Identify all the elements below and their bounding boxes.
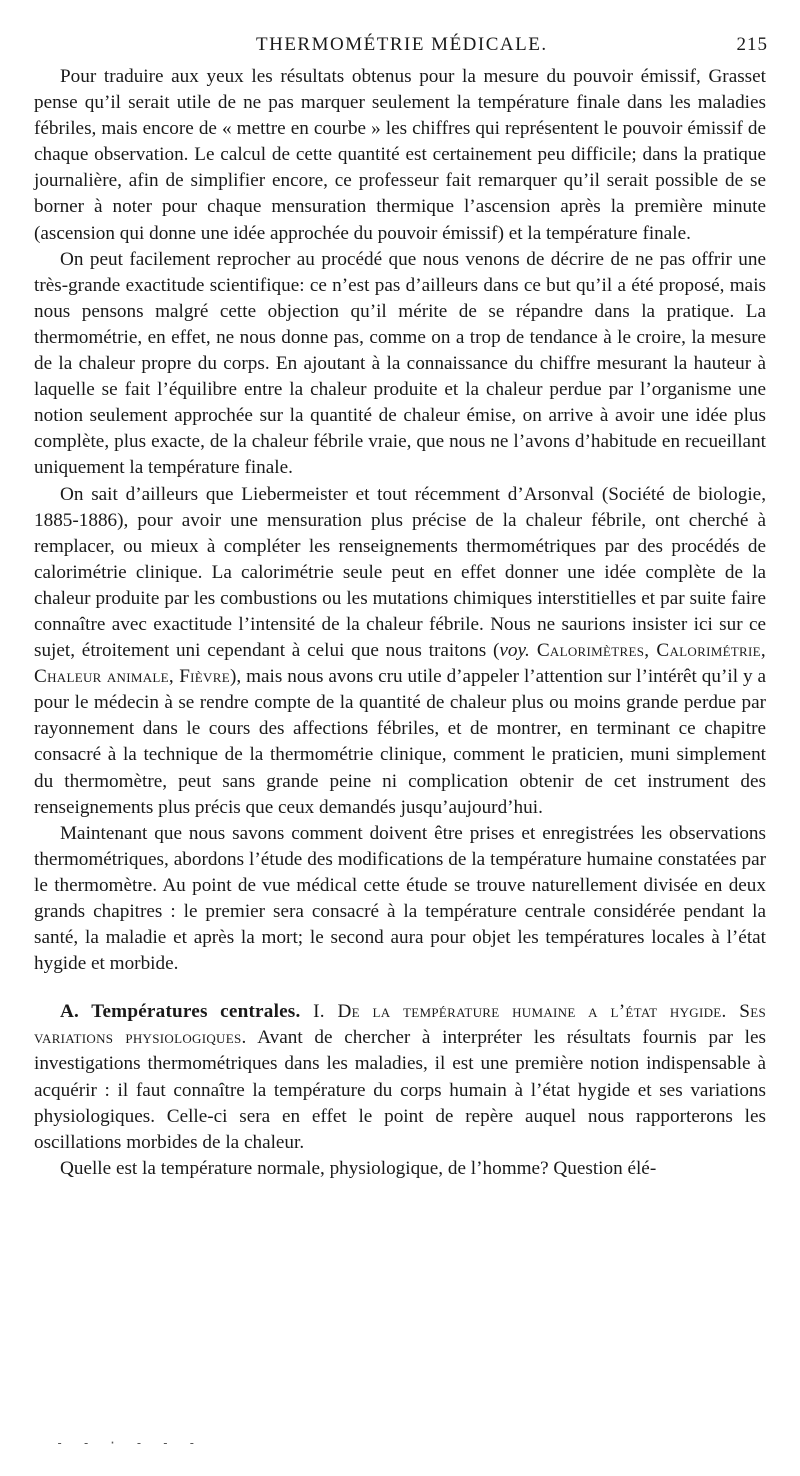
section-subheading: I. De la température humaine a l’état hygide. Ses variations physiologiques. bbox=[34, 1001, 766, 1049]
footer-marks: - - · - - - bbox=[56, 1436, 202, 1450]
cross-references: Calorimètres, Calorimétrie, Chaleur animale, Fièvre bbox=[34, 640, 766, 688]
paragraph-calorimetrie bbox=[34, 482, 766, 821]
section-text: Avant de chercher à interpréter les résultats fournis par les investigations thermométriques dans les maladies, il est une première notion indispensable à acquérir : il faut connaître la température du corps humain à l’état hygide et ses variations physiologiques. Celle-ci sera en effet le point de repère auquel nous rapporterons les oscillations morbides de la chaleur. bbox=[34, 1027, 766, 1153]
section-label: A. Températures centrales. bbox=[60, 1001, 301, 1023]
section-temperatures-centrales bbox=[34, 999, 766, 1156]
paragraph-calorimetrie-end: ), mais nous avons cru utile d’appeler l’attention sur l’intérêt qu’il y a pour le médecin à se rendre compte de la quantité de chaleur plus ou moins grande perdue par rayonnement dans le cours des affections fébriles, et de montrer, en terminant ce chapitre consacré à la technique de la thermométrie clinique, comment le praticien, muni simplement du thermomètre, peut sans grande peine ni complication obtenir de cet instrument des renseignements plus précis que ceux demandés jusqu’aujourd’hui. bbox=[34, 666, 766, 818]
running-head bbox=[56, 34, 768, 58]
paragraph-objection: On peut facilement reprocher au procédé que nous venons de décrire de ne pas offrir une très-grande exactitude scientifique: ce n’est pas d’ailleurs dans ce but qu’il a été proposé, mais nous pensons malgré cette objection qu’il mérite de se répandre dans la pratique. La thermométrie, en effet, ne nous donne pas, comme on a trop de tendance à le croire, la mesure de la chaleur propre du corps. En ajoutant à la connaissance du chiffre mesurant la hauteur à laquelle se fait l’équilibre entre la chaleur produite et la chaleur perdue par l’organisme une notion seulement approchée sur la quantité de chaleur émise, on arrive à avoir une idée plus complète, plus exacte, de la chaleur fébrile vraie, que nous ne l’avons d’habitude en recueillant uniquement la température finale. bbox=[34, 248, 766, 479]
paragraph-grasset: Pour traduire aux yeux les résultats obtenus pour la mesure du pouvoir émissif, Grasset pense qu’il serait utile de ne pas marquer seulement la température finale dans les maladies fébriles, mais encore de « mettre en courbe » les chiffres qui représentent le pouvoir émissif de chaque observation. Le calcul de cette quantité est certainement peu difficile; dans la pratique journalière, afin de simplifier encore, ce professeur fait remarquer qu’il serait possible de se borner à noter pour chaque mensuration thermique l’ascension après la première minute (ascension qui donne une idée approchée du pouvoir émissif) et la température finale. bbox=[34, 66, 766, 244]
voy-abbreviation: voy. bbox=[499, 640, 530, 662]
paragraph-calorimetrie-start: On sait d’ailleurs que Liebermeister et tout récemment d’Arsonval (Société de biologie, 1885-1886), pour avoir une mensuration plus précise de la chaleur fébrile, ont cherché à remplacer, ou mieux à compléter les renseignements thermométriques par des procédés de calorimétrie clinique. La calorimétrie seule peut en effet donner une idée complète de la chaleur produite par les combustions ou les mutations chimiques interstitielles et par suite faire connaître avec exactitude l’intensité de la chaleur fébrile. Nous ne saurions insister ici sur ce sujet, étroitement uni cependant à celui que nous traitons ( bbox=[34, 483, 766, 662]
paragraph-question: Quelle est la température normale, physiologique, de l’homme? Question élé- bbox=[60, 1157, 657, 1179]
paragraph-plan: Maintenant que nous savons comment doivent être prises et enregistrées les observations thermométriques, abordons l’étude des modifications de la température humaine constatées par le thermomètre. Au point de vue médical cette étude se trouve naturellement divisée en deux grands chapitres : le premier sera consacré à la température centrale considérée pendant la santé, la maladie et après la mort; le second aura pour objet les températures locales à l’état hygide et morbide. bbox=[34, 822, 766, 975]
running-title: THERMOMÉTRIE MÉDICALE. bbox=[256, 34, 548, 55]
body-text bbox=[34, 64, 766, 1182]
page-number: 215 bbox=[736, 34, 768, 55]
